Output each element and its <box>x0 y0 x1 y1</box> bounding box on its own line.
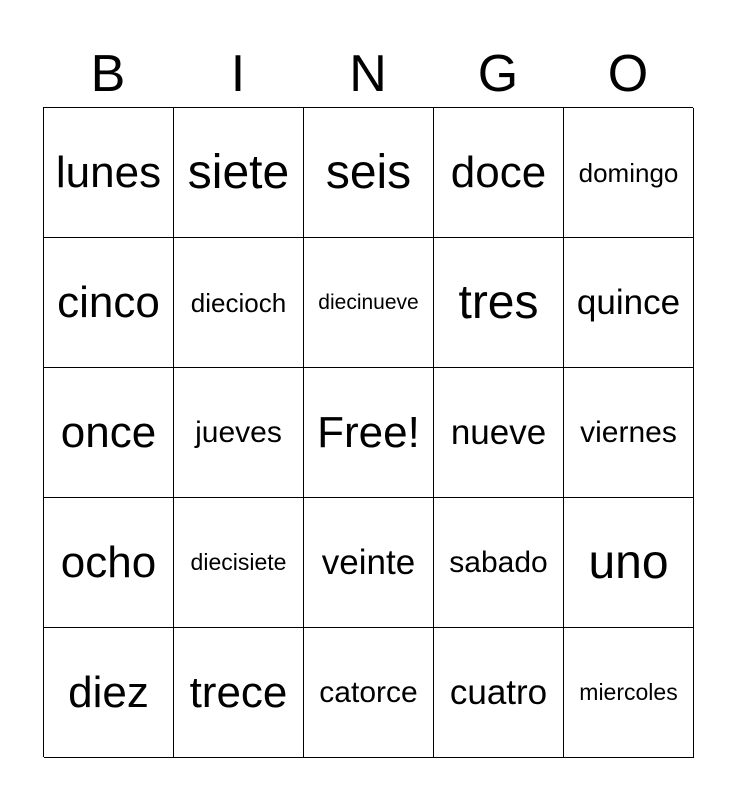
bingo-cell: nueve <box>434 368 564 498</box>
bingo-cell: ocho <box>44 498 174 628</box>
bingo-cell: catorce <box>304 628 434 758</box>
bingo-cell: cinco <box>44 238 174 368</box>
bingo-cell: sabado <box>434 498 564 628</box>
bingo-cell: diecinueve <box>304 238 434 368</box>
bingo-cell: diecisiete <box>174 498 304 628</box>
bingo-cell free-space: Free! <box>304 368 434 498</box>
bingo-cell: siete <box>174 108 304 238</box>
bingo-cell: diecioch <box>174 238 304 368</box>
header-letter-n: N <box>349 45 387 103</box>
bingo-cell: once <box>44 368 174 498</box>
bingo-cell: seis <box>304 108 434 238</box>
bingo-cell: cuatro <box>434 628 564 758</box>
bingo-board <box>43 107 693 757</box>
bingo-cell: lunes <box>44 108 174 238</box>
header-letter-g: G <box>477 45 519 103</box>
bingo-header <box>43 42 693 106</box>
bingo-cell: miercoles <box>564 628 694 758</box>
bingo-cell: jueves <box>174 368 304 498</box>
bingo-cell: diez <box>44 628 174 758</box>
bingo-cell: trece <box>174 628 304 758</box>
bingo-cell: tres <box>434 238 564 368</box>
bingo-cell: uno <box>564 498 694 628</box>
header-letter-i: I <box>230 45 246 103</box>
bingo-cell: viernes <box>564 368 694 498</box>
bingo-cell: doce <box>434 108 564 238</box>
bingo-cell: domingo <box>564 108 694 238</box>
bingo-cell: veinte <box>304 498 434 628</box>
header-letter-o: O <box>607 45 649 103</box>
bingo-cell: quince <box>564 238 694 368</box>
header-letter-b: B <box>90 45 126 103</box>
